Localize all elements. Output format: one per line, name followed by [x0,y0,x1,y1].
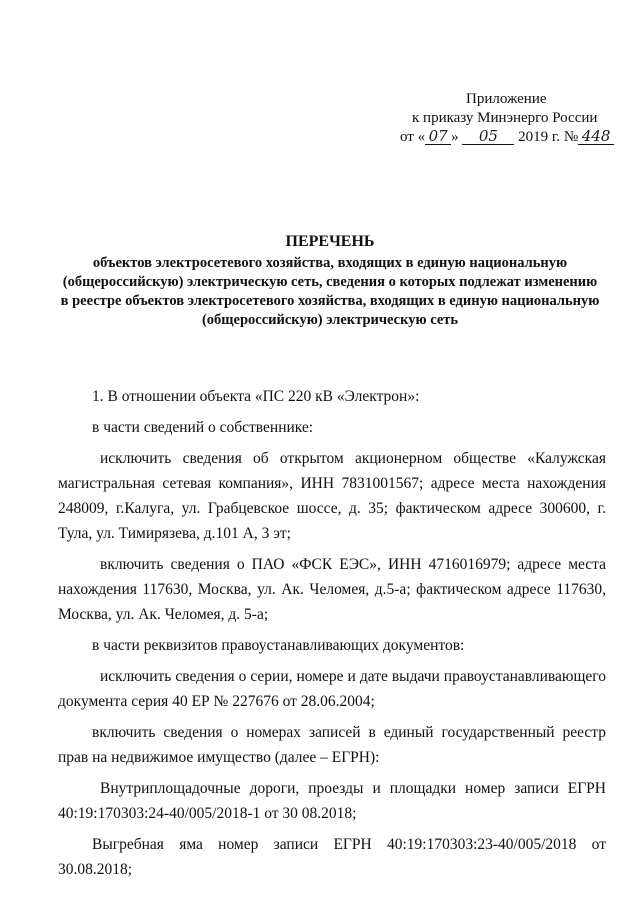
annex-year-number-label: 2019 г. № [518,129,579,145]
annex-order-ref: к приказу Минэнерго России [412,110,598,126]
paragraph-owner-section: в части сведений о собственнике: [92,419,314,436]
paragraph-include-egrn: включить сведения о номерах записей в единый государственный реестр прав на недвижимое имущество (далее – ЕГРН): [58,724,606,766]
paragraph-roads-record: Внутриплощадочные дороги, проезды и площадки номер записи ЕГРН 40:19:170303:24-40/005/2018-1 от 30 08.2018; [58,780,606,822]
annex-date-line [400,128,620,147]
title-subheading: объектов электросетевого хозяйства, входящих в единую национальную (общероссийскую) электрическую сеть, сведения о которых подлежат изменению в реестре объектов электросетевого хозяйства, входящих в единую национальную (общероссийскую) электрическую сеть [60,255,600,328]
paragraph-include-owner: включить сведения о ПАО «ФСК ЕЭС», ИНН 4716016979; адресе места нахождения 117630, Москва, ул. Ак. Челомея, д.5-а; фактическом адресе 117630, Москва, ул. Ак. Челомея, д. 5-а; [58,556,606,623]
handwritten-order-number: 448 [578,128,614,145]
annex-date-mid: » [451,129,459,145]
paragraph-exclude-docs: исключить сведения о серии, номере и дате выдачи правоустанавливающего документа серия 40 ЕР № 227676 от 28.06.2004; [58,668,606,710]
paragraph-pit-record: Выгребная яма номер записи ЕГРН 40:19:170303:23-40/005/2018 от 30.08.2018; [58,836,606,878]
paragraph-object: 1. В отношении объекта «ПС 220 кВ «Электрон»: [92,388,420,405]
paragraph-exclude-owner: исключить сведения об открытом акционерном обществе «Калужская магистральная сетевая компания», ИНН 7831001567; адресе места нахождения 248009, г.Калуга, ул. Грабцевское шоссе, д. 35; фактическом адресе 300600, г. Тула, ул. Тимирязева, д.101 А, 3 эт; [58,450,606,542]
document-title [60,232,600,330]
document-body [58,384,606,888]
handwritten-day: 07 [425,128,451,145]
paragraph-docs-section: в части реквизитов правоустанавливающих документов: [92,637,465,654]
title-heading: ПЕРЕЧЕНЬ [285,233,375,250]
annex-date-prefix: от « [400,129,426,145]
handwritten-month: 05 [462,128,514,145]
annex-block [400,90,620,147]
annex-title: Приложение [466,91,547,107]
